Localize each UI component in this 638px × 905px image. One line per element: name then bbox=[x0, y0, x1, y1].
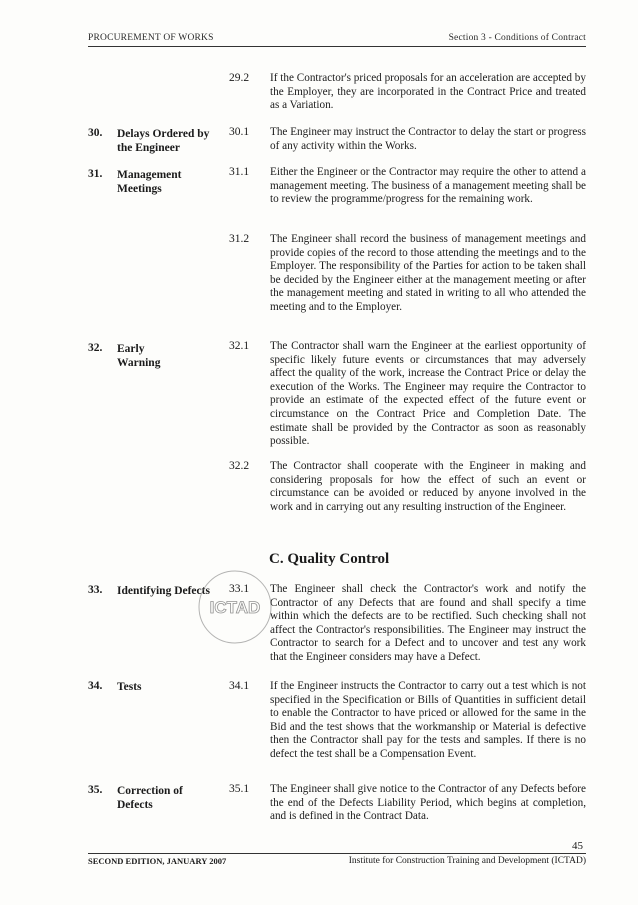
subclause-text: The Contractor shall warn the Engineer at the earliest opportunity of specific likely future events or circumstances that may adversely affect the quality of the work, increase the Contract Price or delay the execution of the Works. The Engineer may require the Contractor to provide an estimate of the expected effect of the future event or circumstance on the Contract Price and Completion Date. The estimate shall be provided by the Contractor as soon as reasonably possible. bbox=[270, 340, 586, 448]
stamp-text: ICTAD bbox=[209, 598, 261, 617]
clause-title: Delays Ordered by the Engineer bbox=[117, 128, 210, 154]
clause-title: Management Meetings bbox=[117, 169, 182, 195]
footer-edition: SECOND EDITION, JANUARY 2007 bbox=[88, 856, 227, 866]
clause-number: 33. bbox=[88, 584, 103, 596]
clause-number: 34. bbox=[88, 680, 103, 692]
subclause-text: If the Engineer instructs the Contractor to carry out a test which is not specified in the Specification or Bills of Quantities in sufficient detail to enable the Contractor to have priced or allowed for the same in the Bid and the test shows that the workmanship or Material is defective then the Contractor shall pay for the tests and samples. If there is no defect the test shall be a Compensation Event. bbox=[270, 680, 586, 760]
subclause-text: The Engineer shall check the Contractor's work and notify the Contractor of any Defects that are found and shall specify a time within which the defects are to be rectified. Such checking shall not affect the Contractor's responsibilities. The Engineer may instruct the Contractor to search for a Defect and to uncover and test any work that the Engineer considers may have a Defect. bbox=[270, 583, 586, 663]
clause-number: 30. bbox=[88, 127, 103, 139]
subclause-number: 33.1 bbox=[229, 583, 250, 595]
subclause-number: 30.1 bbox=[229, 126, 250, 138]
subclause-number: 31.2 bbox=[229, 233, 250, 245]
subclause-number: 32.2 bbox=[229, 460, 250, 472]
footer-rule bbox=[88, 853, 586, 854]
section-heading: C. Quality Control bbox=[269, 551, 390, 567]
subclause-number: 32.1 bbox=[229, 340, 250, 352]
ictad-stamp bbox=[196, 568, 274, 646]
footer-publisher: Institute for Construction Training and Development (ICTAD) bbox=[348, 856, 586, 866]
clause-title: Early Warning bbox=[117, 343, 161, 369]
subclause-text: The Contractor shall cooperate with the Engineer in making and considering proposals for how the effect of such an event or circumstance can be avoided or reduced by anyone involved in the work and in carrying out any resulting instruction of the Engineer. bbox=[270, 460, 586, 513]
clause-title: Identifying Defects bbox=[117, 585, 210, 597]
subclause-number: 29.2 bbox=[229, 72, 250, 84]
clause-title: Correction of Defects bbox=[117, 785, 183, 811]
subclause-text: If the Contractor's priced proposals for an acceleration are accepted by the Employer, they are incorporated in the Contract Price and treated as a Variation. bbox=[270, 72, 586, 112]
clause-number: 31. bbox=[88, 168, 103, 180]
subclause-number: 35.1 bbox=[229, 783, 250, 795]
subclause-text: The Engineer shall record the business of management meetings and provide copies of the record to those attending the meetings and to the Employer. The responsibility of the Parties for action to be taken shall be decided by the Engineer either at the management meeting or after the management meeting and stated in writing to all who attended the meeting and to the Employer. bbox=[270, 233, 586, 313]
running-header-left: PROCUREMENT OF WORKS bbox=[88, 33, 214, 43]
page-number: 45 bbox=[572, 840, 583, 852]
subclause-number: 34.1 bbox=[229, 680, 250, 692]
running-header-right: Section 3 - Conditions of Contract bbox=[448, 33, 586, 43]
clause-number: 32. bbox=[88, 342, 103, 354]
subclause-text: The Engineer shall give notice to the Contractor of any Defects before the end of the Defects Liability Period, which begins at completion, and is defined in the Contract Data. bbox=[270, 783, 586, 823]
header-rule bbox=[88, 46, 586, 47]
subclause-text: The Engineer may instruct the Contractor to delay the start or progress of any activity within the Works. bbox=[270, 126, 586, 152]
subclause-number: 31.1 bbox=[229, 166, 250, 178]
clause-title: Tests bbox=[117, 681, 142, 693]
subclause-text: Either the Engineer or the Contractor may require the other to attend a management meeting. The business of a management meeting shall be to review the programme/progress for the remaining work. bbox=[270, 166, 586, 206]
clause-number: 35. bbox=[88, 784, 103, 796]
